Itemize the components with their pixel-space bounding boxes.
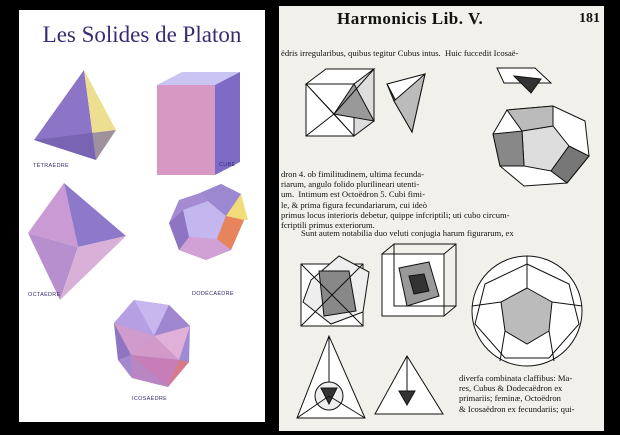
text-paragraph-bottom: diverfa combinata claffibus: Ma- res, Cubus & Dodecaëdron ex primariis; feminæ, Octoëdron & Icosaëdron ex fecundariis; qui- (459, 373, 575, 414)
cube-illustration (157, 72, 240, 175)
platonic-solids-illustration (19, 10, 265, 422)
octahedron-illustration (28, 183, 126, 300)
tetrahedron-star-engraving (297, 336, 365, 418)
dodecahedron-caption: DODÉCAÈDRE (192, 291, 234, 297)
page-number: 181 (579, 11, 600, 26)
icosahedron-illustration (114, 300, 190, 387)
left-panel (19, 10, 265, 422)
dodecahedron-engraving (493, 106, 589, 186)
small-wedge-engraving (497, 68, 551, 93)
dodecahedron-illustration (169, 184, 248, 260)
tetrahedron-caption: TÉTRAÈDRE (33, 163, 70, 169)
pyramid-engraving (387, 74, 425, 132)
icosahedron-caption: ICOSAÈDRE (132, 396, 168, 402)
woodcut-engravings (279, 6, 604, 431)
cube-octahedron-engraving (301, 256, 369, 326)
panel-title: Les Solides de Platon (42, 22, 242, 47)
text-line-top: ëdris irregularibus, quibus tegitur Cubus intus. Huic fuccedit Icosaë- (281, 48, 519, 58)
right-panel (279, 6, 604, 431)
text-line-notable: Sunt autem notabilia duo veluti conjugia harum figurarum, ex (301, 228, 514, 238)
cube-pyramids-engraving (306, 69, 374, 136)
tetrahedron-illustration (34, 70, 116, 160)
page-header: Harmonicis Lib. V. (337, 9, 484, 28)
pyramid-star-engraving (375, 356, 443, 414)
dodecahedron-cage-engraving (472, 256, 582, 366)
cube-caption: CUBE (219, 162, 236, 168)
text-paragraph: dron 4. ob fimilitudinem, ultima fecunda- riarum, angulo folido plurilineari utenti- um. Intimum est Octoëdron 5. Cubi fimi- le, & prima figura fecundariarum, cui ideò primus locus interioris debetur, quippe infcriptili; uti cubo circum- fcriptili primus exteriorum. (281, 169, 510, 231)
nested-cube-engraving (382, 244, 456, 316)
octahedron-caption: OCTAÈDRE (28, 292, 61, 298)
